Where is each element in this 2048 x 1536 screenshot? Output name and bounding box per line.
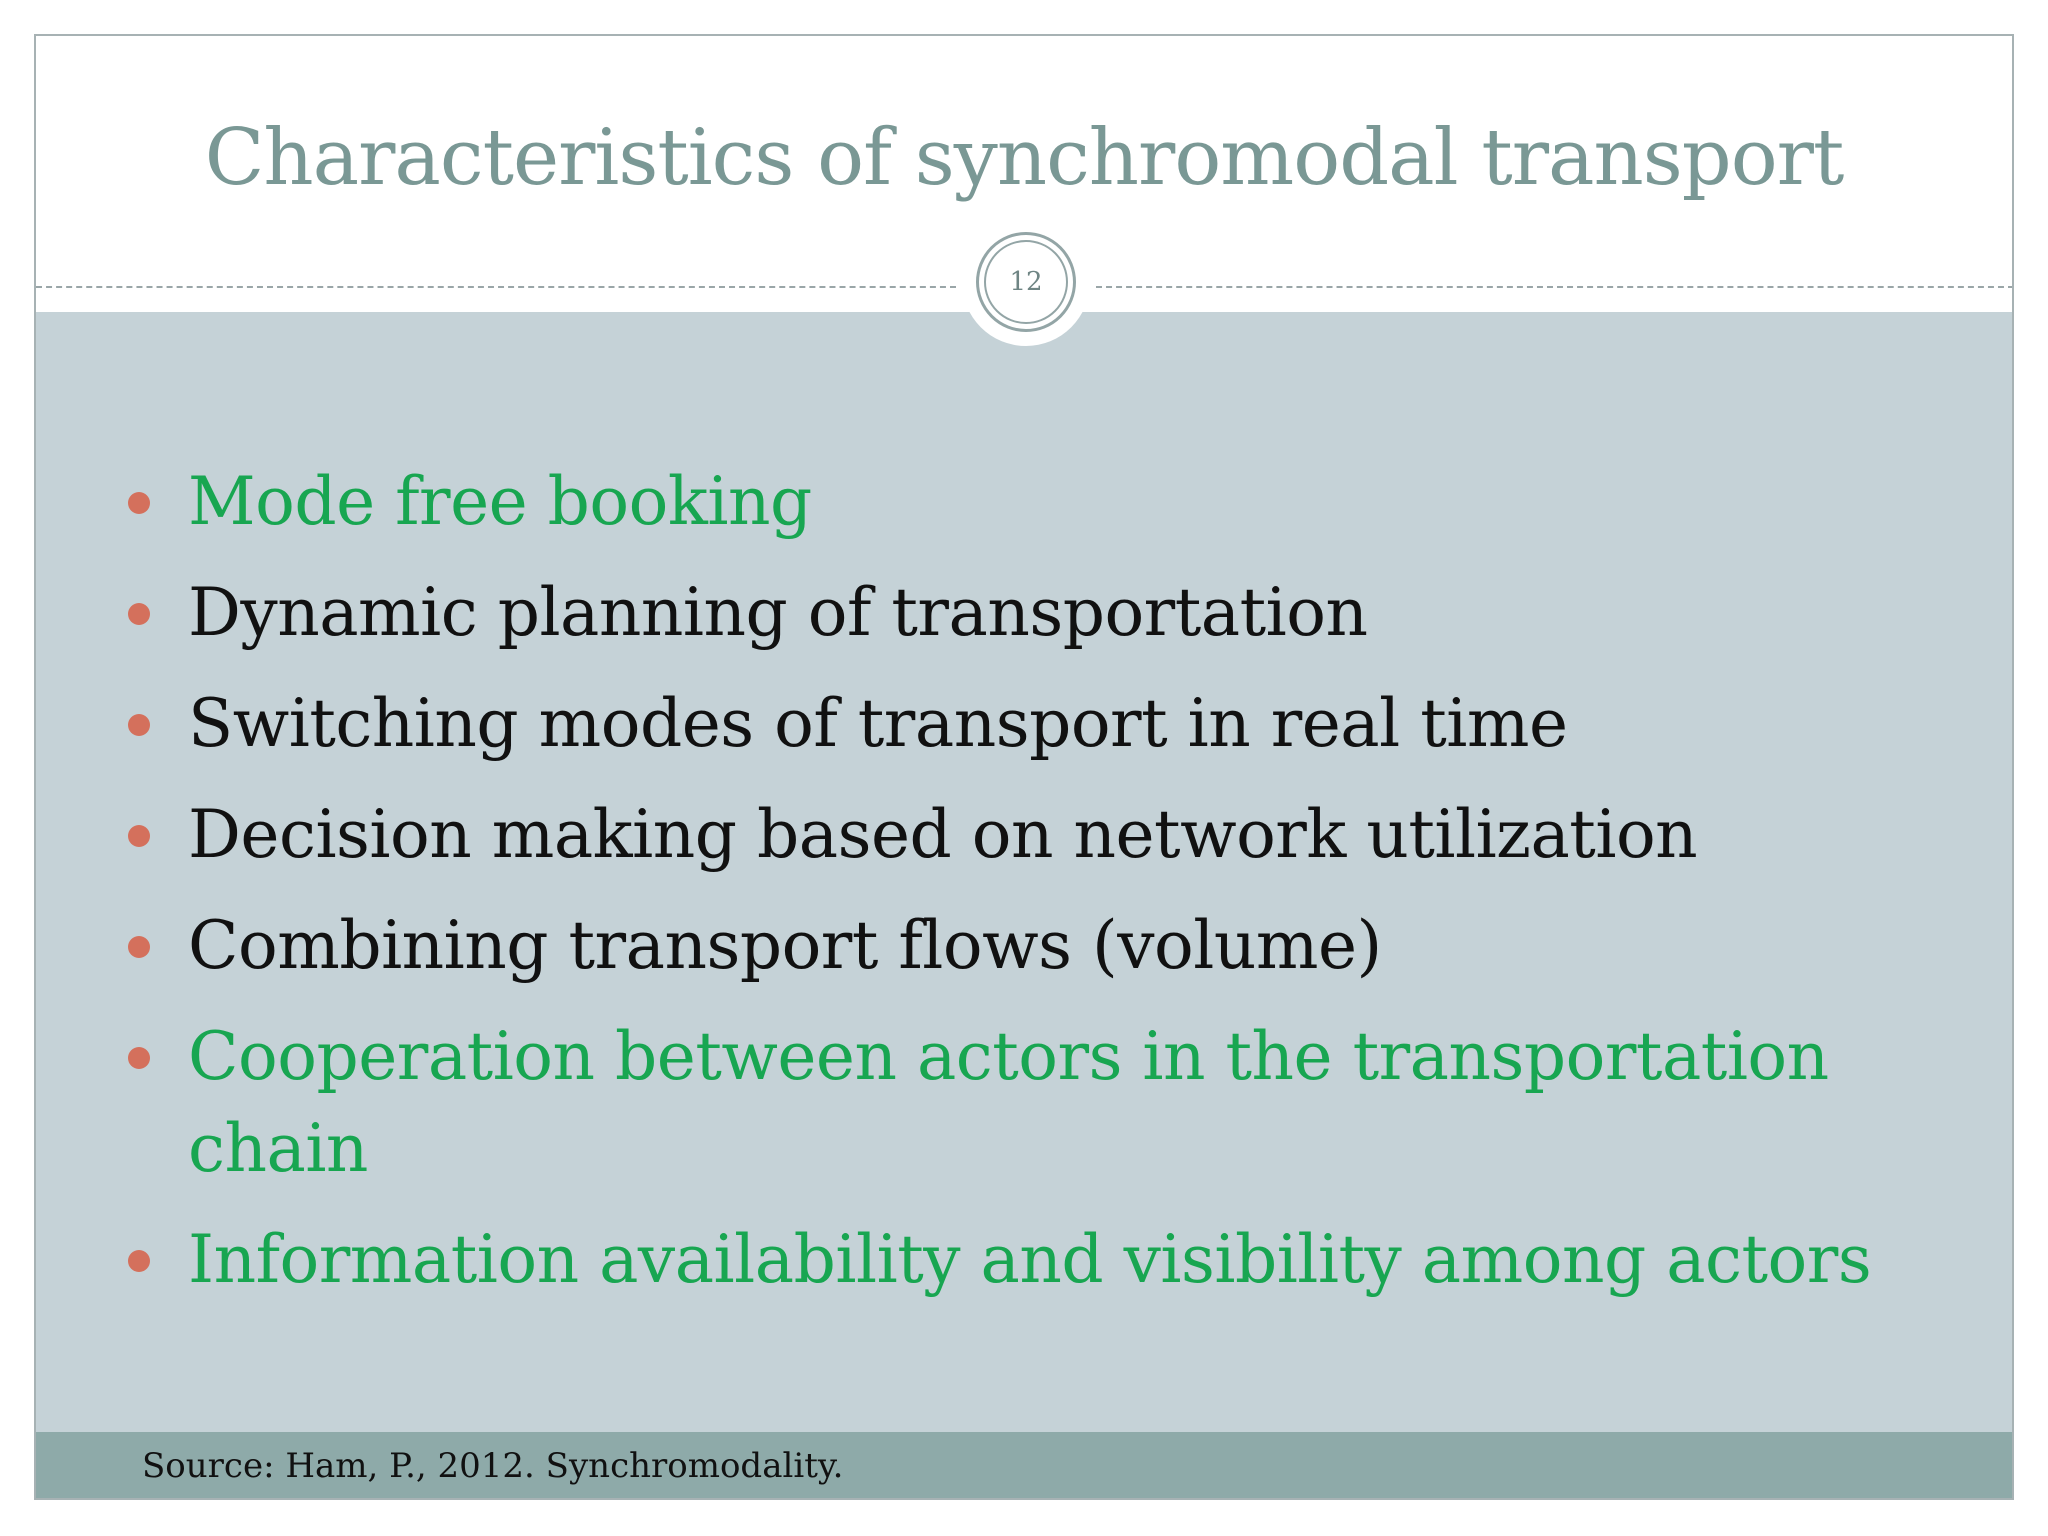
bullet-marker-icon (128, 714, 150, 736)
bullet-text: Mode free booking (188, 463, 812, 540)
bullet-item (128, 567, 1988, 659)
slide-title: Characteristics of synchromodal transport (204, 113, 1844, 203)
bullet-item (128, 456, 1988, 548)
bullet-marker-icon (128, 492, 150, 514)
bullet-item (128, 789, 1988, 881)
bullet-item (128, 1011, 1988, 1195)
bullet-marker-icon (128, 825, 150, 847)
bullet-marker-icon (128, 603, 150, 625)
bullet-text: Cooperation between actors in the transportation chain (188, 1018, 1829, 1187)
bullet-item (128, 900, 1988, 992)
footer-bar (36, 1432, 2012, 1500)
bullet-text: Decision making based on network utilization (188, 796, 1698, 873)
bullet-text: Switching modes of transport in real time (188, 685, 1568, 762)
bullet-text: Dynamic planning of transportation (188, 574, 1368, 651)
bullet-marker-icon (128, 1250, 150, 1272)
page-number-badge (976, 232, 1076, 332)
bullet-item (128, 1214, 1988, 1306)
bullet-text: Information availability and visibility among actors (188, 1221, 1872, 1298)
source-citation: Source: Ham, P., 2012. Synchromodality. (142, 1446, 844, 1486)
bullet-item (128, 678, 1988, 770)
bullet-text: Combining transport flows (volume) (188, 907, 1382, 984)
divider-left (36, 286, 956, 288)
slide (34, 34, 2014, 1500)
bullet-marker-icon (128, 936, 150, 958)
divider-right (1096, 286, 2014, 288)
bullet-list (128, 456, 1988, 1325)
bullet-marker-icon (128, 1047, 150, 1069)
page-number: 12 (984, 240, 1068, 324)
